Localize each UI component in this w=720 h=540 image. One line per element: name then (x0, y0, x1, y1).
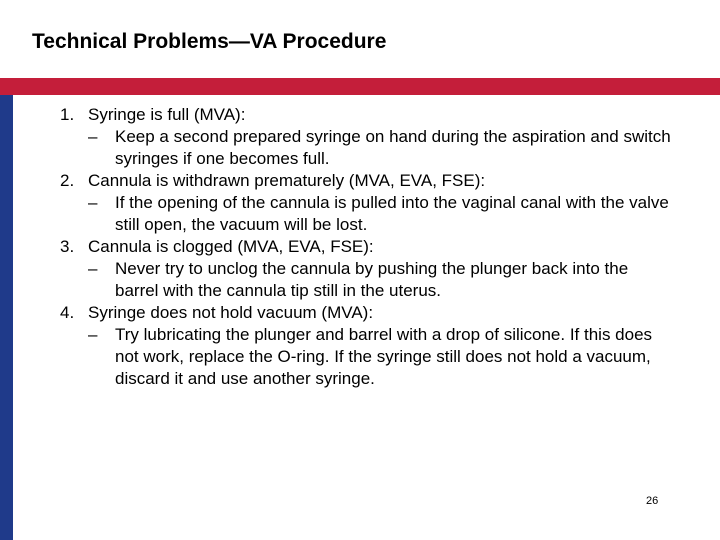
dash-bullet: – (88, 325, 98, 344)
left-accent-bar (0, 95, 13, 540)
list-item (60, 236, 700, 302)
list-item (60, 104, 700, 170)
item-number: 2. (60, 171, 75, 190)
dash-bullet: – (88, 259, 98, 278)
item-heading: Syringe is full (MVA): (88, 105, 246, 124)
item-detail: Never try to unclog the cannula by pushing the plunger back into the barrel with the cannula tip still in the uterus. (115, 259, 629, 300)
item-detail: Keep a second prepared syringe on hand during the aspiration and switch syringes if one becomes full. (115, 127, 671, 168)
list-item (60, 170, 700, 236)
item-number: 3. (60, 237, 75, 256)
item-detail: Try lubricating the plunger and barrel with a drop of silicone. If this does not work, replace the O-ring. If the syringe still does not hold a vacuum, discard it and use another syringe. (115, 325, 653, 388)
item-heading: Syringe does not hold vacuum (MVA): (88, 303, 374, 322)
header-divider-bar (0, 78, 720, 95)
item-detail: If the opening of the cannula is pulled into the vaginal canal with the valve still open, the vacuum will be lost. (115, 193, 669, 234)
page-number: 26 (646, 495, 659, 507)
item-number: 1. (60, 105, 75, 124)
item-number: 4. (60, 303, 75, 322)
item-heading: Cannula is clogged (MVA, EVA, FSE): (88, 237, 374, 256)
dash-bullet: – (88, 193, 98, 212)
list-item (60, 302, 700, 390)
problem-list (60, 104, 700, 390)
item-heading: Cannula is withdrawn prematurely (MVA, EVA, FSE): (88, 171, 486, 190)
dash-bullet: – (88, 127, 98, 146)
slide-title: Technical Problems—VA Procedure (32, 30, 387, 53)
